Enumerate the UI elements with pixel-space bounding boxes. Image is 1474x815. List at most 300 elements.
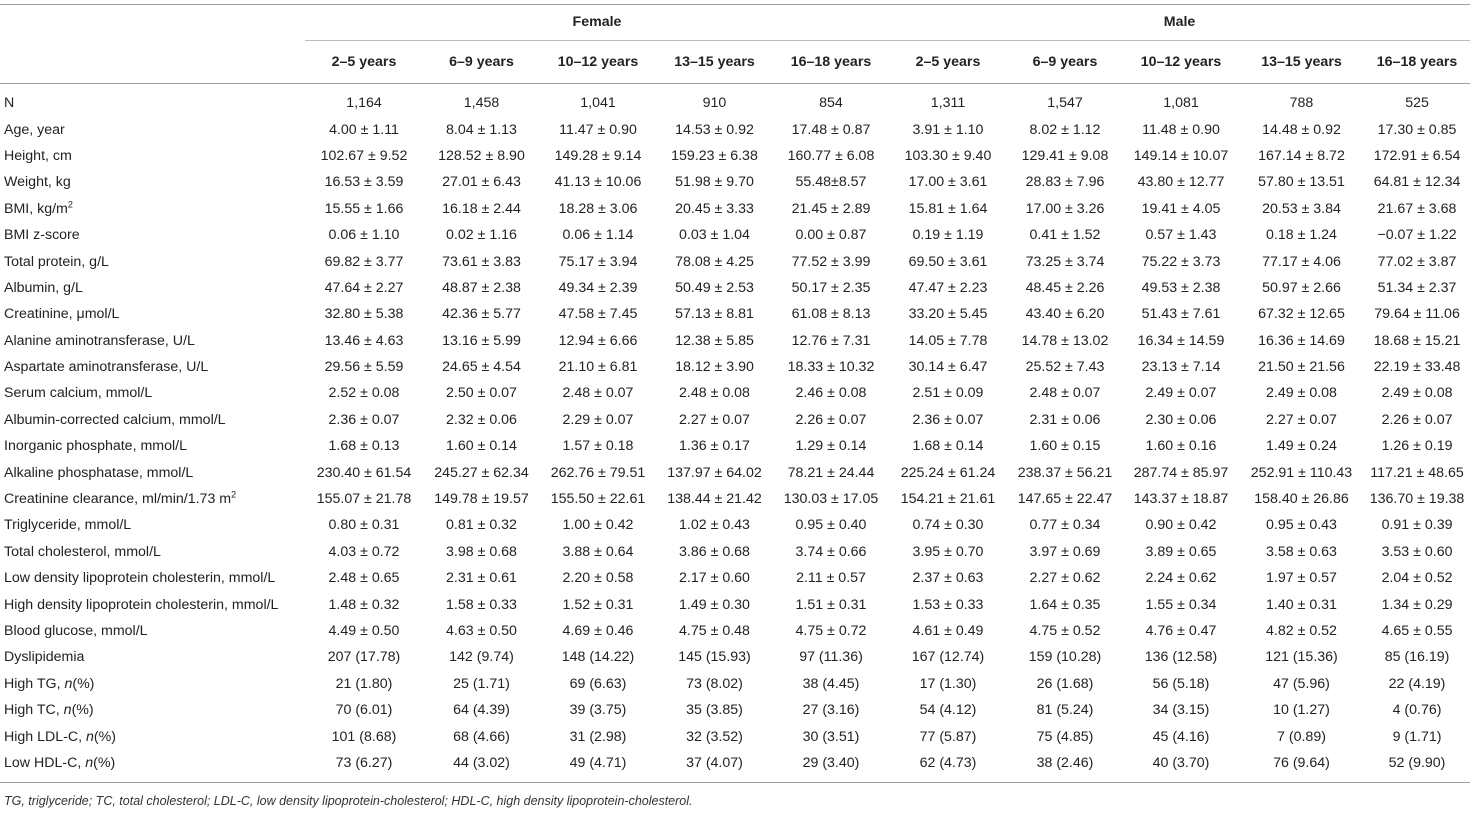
table-cell: 14.05 ± 7.78	[908, 332, 988, 349]
table-cell: 4.65 ± 0.55	[1381, 623, 1453, 639]
table-cell: 78.08 ± 4.25	[675, 253, 754, 270]
row-label-text: Albumin-corrected calcium, mmol/L	[4, 411, 226, 428]
table-cell: 147.65 ± 22.47	[1017, 491, 1113, 508]
table-cell: 2.27 ± 0.07	[1266, 411, 1337, 428]
table-cell: 2.27 ± 0.07	[679, 411, 750, 428]
table-cell: 0.57 ± 1.43	[1145, 227, 1217, 244]
age-header-row	[0, 41, 1470, 84]
table-cell: 8.02 ± 1.12	[1029, 121, 1101, 138]
table-cell: 51.43 ± 7.61	[1141, 306, 1221, 323]
row-label-text: Total cholesterol, mmol/L	[4, 543, 161, 560]
row-label	[0, 196, 305, 222]
table-cell: 62 (4.73)	[889, 750, 1007, 783]
row-label	[0, 459, 305, 485]
table-cell: 16.34 ± 14.59	[1137, 332, 1225, 349]
table-cell: 69.82 ± 3.77	[324, 253, 404, 270]
row-label-suffix: (%)	[93, 754, 116, 771]
table-cell: 138.44 ± 21.42	[667, 491, 762, 508]
table-cell: 245.27 ± 62.34	[434, 464, 529, 481]
table-cell: 73.25 ± 3.74	[1025, 253, 1105, 270]
row-label-suffix: (%)	[72, 675, 95, 692]
table-cell: 2.48 ± 0.08	[679, 385, 750, 402]
table-row	[0, 565, 1470, 591]
table-row	[0, 750, 1470, 783]
table-cell: 128.52 ± 8.90	[438, 147, 525, 164]
table-cell: 30.14 ± 6.47	[908, 359, 988, 376]
table-cell: 1.57 ± 0.18	[562, 438, 634, 455]
table-cell: 1.68 ± 0.14	[912, 438, 984, 455]
table-cell: 0.91 ± 0.39	[1381, 517, 1453, 534]
table-cell: 159.23 ± 6.38	[671, 147, 758, 164]
table-cell: 43.40 ± 6.20	[1025, 306, 1105, 323]
row-label-text: Low HDL-C,	[4, 754, 86, 771]
table-cell: 47.58 ± 7.45	[558, 306, 638, 323]
table-cell: 50.97 ± 2.66	[1262, 279, 1341, 296]
row-label-italic: n	[64, 675, 73, 692]
table-cell: 2.26 ± 0.07	[795, 411, 867, 428]
table-cell: 48.45 ± 2.26	[1025, 279, 1105, 296]
table-cell: 2.29 ± 0.07	[562, 411, 634, 428]
table-cell: 3.74 ± 0.66	[795, 543, 867, 560]
table-cell: 17.00 ± 3.26	[1025, 200, 1105, 217]
table-cell: 18.68 ± 15.21	[1373, 332, 1461, 349]
table-cell: 4.03 ± 0.72	[328, 543, 400, 560]
table-cell: 21.67 ± 3.68	[1377, 200, 1457, 217]
table-row	[0, 512, 1470, 538]
row-label	[0, 433, 305, 459]
table-cell: 30 (3.51)	[802, 728, 860, 745]
table-cell: 4.69 ± 0.46	[562, 623, 634, 639]
table-cell: 51.34 ± 2.37	[1377, 279, 1457, 296]
table-cell: 61.08 ± 8.13	[791, 306, 871, 323]
table-cell: 25.52 ± 7.43	[1025, 359, 1105, 376]
table-cell: 1.51 ± 0.31	[795, 596, 867, 613]
female-age-header: 2–5 years	[305, 41, 423, 84]
row-label-italic: n	[86, 728, 94, 745]
table-cell: 14.53 ± 0.92	[675, 121, 754, 138]
table-cell: 25 (1.71)	[453, 675, 510, 692]
table-cell: 4.82 ± 0.52	[1266, 623, 1337, 639]
table-cell: 48.87 ± 2.38	[442, 279, 521, 296]
table-cell: 145 (15.93)	[678, 649, 751, 666]
male-group-header: Male	[889, 4, 1470, 41]
table-cell: 137.97 ± 64.02	[667, 464, 762, 481]
row-label	[0, 486, 305, 512]
table-cell: 130.03 ± 17.05	[783, 491, 879, 508]
row-label	[0, 644, 305, 670]
table-cell: 0.00 ± 0.87	[795, 227, 867, 244]
data-table	[0, 4, 1470, 783]
male-age-header: 16–18 years	[1364, 41, 1470, 84]
table-row	[0, 143, 1470, 169]
table-cell: 230.40 ± 61.54	[316, 464, 412, 481]
table-cell: 13.16 ± 5.99	[442, 332, 521, 349]
male-age-header: 13–15 years	[1239, 41, 1364, 84]
table-cell: 69 (6.63)	[569, 675, 627, 692]
row-label	[0, 671, 305, 697]
table-cell: 167.14 ± 8.72	[1258, 147, 1345, 164]
table-cell: 142 (9.74)	[449, 649, 514, 666]
table-cell: 2.20 ± 0.58	[562, 570, 634, 587]
table-row	[0, 116, 1470, 142]
female-age-header: 6–9 years	[423, 41, 540, 84]
row-label-text: Total protein, g/L	[4, 253, 109, 270]
table-cell: 102.67 ± 9.52	[320, 147, 408, 164]
table-cell: 73 (8.02)	[686, 675, 743, 692]
table-cell: 3.58 ± 0.63	[1266, 543, 1337, 560]
table-cell: 12.76 ± 7.31	[791, 332, 871, 349]
table-cell: 1.53 ± 0.33	[912, 596, 984, 613]
table-row	[0, 723, 1470, 749]
female-age-header: 13–15 years	[656, 41, 773, 84]
table-cell: 1.97 ± 0.57	[1266, 570, 1337, 587]
table-row	[0, 222, 1470, 248]
table-cell: 67.32 ± 12.65	[1258, 306, 1345, 323]
table-cell: 0.41 ± 1.52	[1029, 227, 1101, 244]
table-row	[0, 380, 1470, 406]
header-empty	[0, 41, 305, 84]
table-cell: 75 (4.85)	[1036, 728, 1094, 745]
row-label	[0, 222, 305, 248]
row-label	[0, 354, 305, 380]
table-cell: 3.88 ± 0.64	[562, 543, 634, 560]
table-row	[0, 539, 1470, 565]
table-cell: 2.24 ± 0.62	[1145, 570, 1217, 587]
table-cell: 1.49 ± 0.30	[679, 596, 750, 613]
table-cell: 77.02 ± 3.87	[1377, 253, 1457, 270]
table-cell: 73 (6.27)	[305, 750, 423, 783]
table-cell: 0.19 ± 1.19	[912, 227, 984, 244]
table-cell: 47.47 ± 2.23	[908, 279, 988, 296]
row-label-text: Serum calcium, mmol/L	[4, 385, 153, 402]
row-label-text: High TC,	[4, 702, 64, 719]
table-cell: 11.47 ± 0.90	[559, 121, 637, 138]
table-cell: 41.13 ± 10.06	[554, 174, 642, 191]
table-cell: 0.81 ± 0.32	[446, 517, 517, 534]
table-cell: 75.17 ± 3.94	[558, 253, 638, 270]
table-cell: 49 (4.71)	[540, 750, 656, 783]
table-cell: 77.52 ± 3.99	[791, 253, 871, 270]
row-label-text: Weight, kg	[4, 174, 71, 191]
table-cell: 1,081	[1163, 95, 1199, 112]
table-cell: 2.30 ± 0.06	[1145, 411, 1217, 428]
table-cell: 3.97 ± 0.69	[1029, 543, 1101, 560]
row-label	[0, 618, 305, 644]
table-cell: 44 (3.02)	[423, 750, 540, 783]
table-cell: 1.49 ± 0.24	[1266, 438, 1337, 455]
table-cell: 26 (1.68)	[1036, 675, 1094, 692]
table-cell: 160.77 ± 6.08	[787, 147, 875, 164]
table-cell: 68 (4.66)	[453, 728, 510, 745]
table-row	[0, 591, 1470, 617]
table-cell: 0.80 ± 0.31	[328, 517, 400, 534]
table-cell: 155.07 ± 21.78	[316, 491, 412, 508]
row-label	[0, 169, 305, 195]
table-cell: 1.34 ± 0.29	[1381, 596, 1453, 613]
row-label-italic: n	[63, 702, 72, 719]
table-cell: 78.21 ± 24.44	[787, 464, 875, 481]
row-label	[0, 116, 305, 142]
table-cell: 32.80 ± 5.38	[324, 306, 404, 323]
table-cell: 1.68 ± 0.13	[328, 438, 400, 455]
table-cell: 1,164	[346, 95, 382, 112]
table-cell: 148 (14.22)	[561, 649, 635, 666]
table-cell: 2.52 ± 0.08	[328, 385, 400, 402]
table-row	[0, 459, 1470, 485]
table-cell: 1.36 ± 0.17	[679, 438, 750, 455]
table-cell: 854	[819, 95, 843, 112]
table-cell: 8.04 ± 1.13	[446, 121, 517, 138]
table-cell: 57.80 ± 13.51	[1258, 174, 1345, 191]
table-cell: 136.70 ± 19.38	[1369, 491, 1465, 508]
row-label-text: Triglyceride, mmol/L	[4, 517, 132, 534]
table-cell: 11.48 ± 0.90	[1142, 121, 1220, 138]
table-cell: 2.36 ± 0.07	[912, 411, 984, 428]
table-cell: 121 (15.36)	[1265, 649, 1338, 666]
row-label-text: Creatinine, μmol/L	[4, 306, 120, 323]
table-cell: 28.83 ± 7.96	[1025, 174, 1105, 191]
table-cell: 55.48±8.57	[795, 174, 867, 191]
male-age-header: 6–9 years	[1007, 41, 1123, 84]
row-label	[0, 723, 305, 749]
table-cell: 0.03 ± 1.04	[679, 227, 750, 244]
row-label-text: High TG,	[4, 675, 65, 692]
table-cell: 4.00 ± 1.11	[329, 121, 399, 138]
row-label	[0, 512, 305, 538]
table-cell: 2.17 ± 0.60	[679, 570, 750, 587]
table-cell: 1.64 ± 0.35	[1029, 596, 1101, 613]
row-label-text: Blood glucose, mmol/L	[4, 623, 148, 639]
table-cell: 1.58 ± 0.33	[446, 596, 517, 613]
table-row	[0, 697, 1470, 723]
table-cell: 77.17 ± 4.06	[1262, 253, 1341, 270]
table-cell: 76 (9.64)	[1239, 750, 1364, 783]
table-cell: 50.49 ± 2.53	[675, 279, 754, 296]
table-cell: 103.30 ± 9.40	[904, 147, 992, 164]
table-cell: 70 (6.01)	[335, 702, 393, 719]
table-cell: 1.48 ± 0.32	[328, 596, 400, 613]
table-row	[0, 486, 1470, 512]
table-cell: 32 (3.52)	[686, 728, 743, 745]
table-cell: 1.26 ± 0.19	[1381, 438, 1453, 455]
table-cell: 18.12 ± 3.90	[675, 359, 754, 376]
table-cell: 155.50 ± 22.61	[550, 491, 646, 508]
table-cell: 1,458	[463, 95, 500, 112]
table-cell: 2.31 ± 0.06	[1029, 411, 1101, 428]
table-cell: 1.52 ± 0.31	[562, 596, 634, 613]
table-cell: 27 (3.16)	[802, 702, 860, 719]
table-cell: 33.20 ± 5.45	[908, 306, 988, 323]
table-cell: 136 (12.58)	[1144, 649, 1218, 666]
row-label-text: Albumin, g/L	[4, 279, 83, 296]
male-age-header: 10–12 years	[1123, 41, 1239, 84]
row-label	[0, 84, 305, 117]
table-cell: 42.36 ± 5.77	[442, 306, 521, 323]
table-cell: 525	[1405, 95, 1429, 112]
table-cell: 0.06 ± 1.14	[562, 227, 634, 244]
table-cell: 167 (12.74)	[911, 649, 985, 666]
table-cell: 129.41 ± 9.08	[1021, 147, 1109, 164]
table-cell: 40 (3.70)	[1123, 750, 1239, 783]
row-label	[0, 275, 305, 301]
table-cell: 1.29 ± 0.14	[795, 438, 867, 455]
table-cell: 1.60 ± 0.16	[1145, 438, 1217, 455]
table-row	[0, 84, 1470, 117]
table-cell: 2.37 ± 0.63	[912, 570, 984, 587]
table-cell: 0.95 ± 0.40	[795, 517, 867, 534]
row-label	[0, 407, 305, 433]
table-cell: 0.90 ± 0.42	[1145, 517, 1217, 534]
row-label-text: Alkaline phosphatase, mmol/L	[4, 464, 194, 481]
table-cell: 45 (4.16)	[1152, 728, 1210, 745]
table-cell: 143.37 ± 18.87	[1133, 491, 1229, 508]
table-cell: 4.63 ± 0.50	[446, 623, 517, 639]
table-cell: 38 (2.46)	[1007, 750, 1123, 783]
table-cell: 238.37 ± 56.21	[1017, 464, 1113, 481]
table-cell: 12.38 ± 5.85	[675, 332, 754, 349]
row-label-text: Low density lipoprotein cholesterin, mmol/L	[4, 570, 276, 587]
table-cell: 225.24 ± 61.24	[900, 464, 996, 481]
table-cell: 4.76 ± 0.47	[1145, 623, 1217, 639]
row-label	[0, 301, 305, 327]
row-label-text: Age, year	[4, 121, 65, 138]
table-cell: 23.13 ± 7.14	[1141, 359, 1221, 376]
table-cell: 75.22 ± 3.73	[1141, 253, 1221, 270]
row-label-italic: n	[85, 754, 94, 771]
table-cell: 29 (3.40)	[773, 750, 889, 783]
table-cell: 16.36 ± 14.69	[1258, 332, 1345, 349]
table-cell: 37 (4.07)	[656, 750, 773, 783]
female-age-header: 16–18 years	[773, 41, 889, 84]
table-cell: 262.76 ± 79.51	[550, 464, 646, 481]
table-cell: 17.48 ± 0.87	[791, 121, 871, 138]
table-cell: 0.06 ± 1.10	[328, 227, 400, 244]
table-cell: 43.80 ± 12.77	[1137, 174, 1225, 191]
table-cell: 50.17 ± 2.35	[791, 279, 871, 296]
female-age-header: 10–12 years	[540, 41, 656, 84]
table-cell: 77 (5.87)	[919, 728, 977, 745]
table-cell: 2.27 ± 0.62	[1029, 570, 1101, 587]
table-cell: 4.75 ± 0.48	[679, 623, 750, 639]
table-cell: 2.04 ± 0.52	[1381, 570, 1453, 587]
table-cell: 18.28 ± 3.06	[558, 200, 638, 217]
table-cell: 81 (5.24)	[1036, 702, 1094, 719]
table-cell: 1.00 ± 0.42	[562, 517, 634, 534]
table-cell: 85 (16.19)	[1384, 649, 1450, 666]
row-label	[0, 539, 305, 565]
table-cell: 14.48 ± 0.92	[1262, 121, 1341, 138]
row-label-text: Creatinine clearance, ml/min/1.73 m	[4, 491, 232, 508]
table-row	[0, 275, 1470, 301]
table-row	[0, 671, 1470, 697]
table-cell: 207 (17.78)	[327, 649, 401, 666]
table-row	[0, 301, 1470, 327]
table-footnote: TG, triglyceride; TC, total cholesterol; LDL-C, low density lipoprotein-cholesterol; HDL-C, high density lipoprotein-cholesterol.	[4, 794, 693, 808]
table-cell: 2.31 ± 0.61	[446, 570, 517, 587]
row-label-text: BMI, kg/m	[4, 200, 68, 217]
male-age-header: 2–5 years	[889, 41, 1007, 84]
table-cell: 79.64 ± 11.06	[1374, 306, 1460, 323]
table-cell: 20.45 ± 3.33	[675, 200, 754, 217]
table-cell: 2.49 ± 0.07	[1145, 385, 1217, 402]
table-cell: 0.95 ± 0.43	[1266, 517, 1337, 534]
table-cell: 252.91 ± 110.43	[1250, 464, 1353, 481]
table-cell: 1.55 ± 0.34	[1145, 596, 1217, 613]
table-cell: 0.02 ± 1.16	[446, 227, 517, 244]
table-row	[0, 196, 1470, 222]
table-cell: 57.13 ± 8.81	[675, 306, 754, 323]
row-label-superscript: 2	[67, 199, 73, 210]
table-cell: 31 (2.98)	[569, 728, 627, 745]
table-cell: 3.89 ± 0.65	[1145, 543, 1217, 560]
table-cell: 2.49 ± 0.08	[1266, 385, 1337, 402]
table-cell: 24.65 ± 4.54	[442, 359, 521, 376]
table-cell: 4.61 ± 0.49	[912, 623, 984, 639]
table-cell: 910	[702, 95, 727, 112]
table-cell: 4.75 ± 0.52	[1029, 623, 1101, 639]
table-row	[0, 644, 1470, 670]
table-cell: 1.40 ± 0.31	[1266, 596, 1337, 613]
table-cell: 15.81 ± 1.64	[908, 200, 988, 217]
table-cell: 18.33 ± 10.32	[787, 359, 875, 376]
table-cell: 149.78 ± 19.57	[434, 491, 529, 508]
table-cell: 159 (10.28)	[1028, 649, 1102, 666]
table-cell: 35 (3.85)	[686, 702, 743, 719]
table-cell: 2.36 ± 0.07	[328, 411, 400, 428]
row-label	[0, 565, 305, 591]
row-label-text: BMI z-score	[4, 227, 80, 244]
table-cell: 17 (1.30)	[919, 675, 977, 692]
table-cell: 15.55 ± 1.66	[324, 200, 404, 217]
table-cell: 2.48 ± 0.07	[562, 385, 634, 402]
table-cell: 0.18 ± 1.24	[1266, 227, 1337, 244]
table-cell: 51.98 ± 9.70	[675, 174, 754, 191]
table-cell: 38 (4.45)	[802, 675, 860, 692]
table-cell: 2.49 ± 0.08	[1381, 385, 1453, 402]
table-cell: 3.53 ± 0.60	[1381, 543, 1453, 560]
table-cell: 29.56 ± 5.59	[324, 359, 404, 376]
row-label-text: Height, cm	[4, 147, 72, 164]
table-cell: 4.49 ± 0.50	[328, 623, 400, 639]
row-label	[0, 697, 305, 723]
table-cell: 3.95 ± 0.70	[912, 543, 984, 560]
table-cell: 21.10 ± 6.81	[558, 359, 638, 376]
row-label-suffix: (%)	[71, 702, 94, 719]
row-label-superscript: 2	[231, 489, 237, 500]
table-row	[0, 407, 1470, 433]
table-cell: 2.26 ± 0.07	[1381, 411, 1453, 428]
table-cell: 149.14 ± 10.07	[1133, 147, 1229, 164]
table-row	[0, 328, 1470, 354]
table-cell: 49.34 ± 2.39	[558, 279, 638, 296]
table-row	[0, 433, 1470, 459]
table-cell: 16.18 ± 2.44	[442, 200, 521, 217]
table-body	[0, 84, 1470, 783]
table-cell: 17.30 ± 0.85	[1377, 121, 1457, 138]
table-cell: 14.78 ± 13.02	[1021, 332, 1109, 349]
table-cell: 0.74 ± 0.30	[912, 517, 984, 534]
group-header-row	[0, 4, 1470, 41]
row-label	[0, 248, 305, 274]
table-cell: 27.01 ± 6.43	[442, 174, 521, 191]
table-cell: 97 (11.36)	[799, 649, 863, 666]
female-group-header: Female	[305, 4, 889, 41]
table-cell: 12.94 ± 6.66	[558, 332, 638, 349]
table-cell: 17.00 ± 3.61	[908, 174, 988, 191]
row-label-text: Dyslipidemia	[4, 649, 85, 666]
table-cell: 4.75 ± 0.72	[795, 623, 867, 639]
table-row	[0, 169, 1470, 195]
